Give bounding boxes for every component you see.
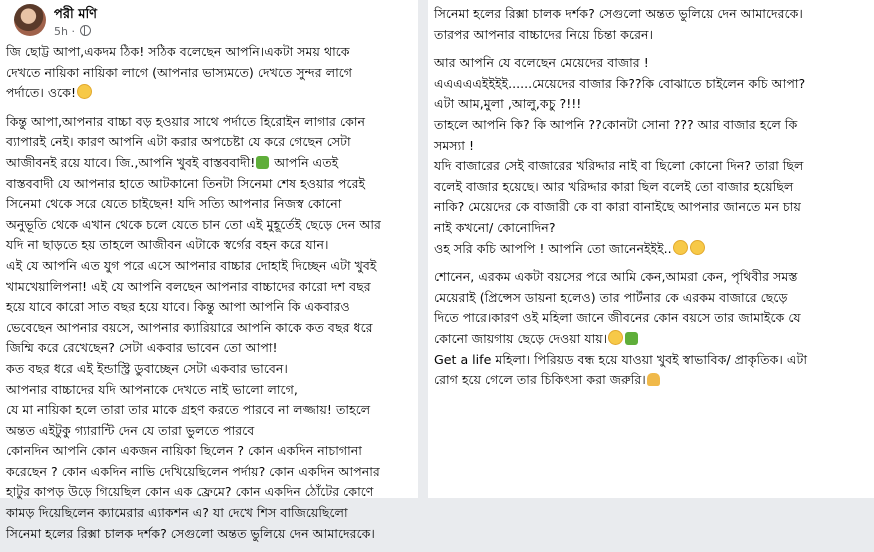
text-line (434, 74, 870, 95)
text-line-content: মেয়েরাই (প্রিন্সেস ডায়না হলেও) তার পার্টনার কে এরকম বাজারে ছেড়ে (434, 289, 788, 305)
text-line (6, 297, 414, 318)
text-line-content: কোনদিন আপনি কোন একজন নায়িকা ছিলেন ? কোন একদিন নাচাগানা (6, 443, 362, 459)
text-line-content: এএএএএইইইই......মেয়েদের বাজার কি??কি বোঝাতে চাইলেন কচি আপা? (434, 75, 806, 91)
text-line (434, 25, 870, 46)
text-line (434, 308, 870, 329)
paragraph (434, 267, 870, 391)
text-line-content: হাটুর কাপড় উড়ে গিয়েছিল কোন এক ফ্রেমে? কোন একদিন ঠোঁটের কোণে (6, 484, 374, 500)
text-line-content: Get a life মহিলা। পিরিয়ড বন্ধ হয়ে যাওয়া খুবই স্বাভাবিক/ প্রাকৃতিক। এটা (434, 351, 807, 367)
text-line (6, 132, 414, 153)
text-line (6, 462, 414, 483)
text-line (6, 42, 414, 63)
paragraph (434, 53, 870, 259)
text-line-content: নাকি? মেয়েদের কে বাজারী কে বা কারা বানাইছে আপনার জানতে মন চায় (434, 199, 801, 215)
author-name[interactable]: পরী মণি (54, 7, 98, 22)
text-line-content: আর আপনি যে বলেছেন মেয়েদের বাজার ! (434, 55, 649, 71)
text-line (6, 194, 414, 215)
text-line (434, 136, 870, 157)
separator-dot: · (71, 25, 75, 38)
text-line-content: কত বছর ধরে এই ইন্ডাস্ট্রি ডুবাচ্ছেন সেটা একবার ভাবেন। (6, 360, 288, 376)
text-line (6, 83, 414, 104)
folded-hands-icon (647, 373, 660, 386)
text-line-content: কিন্তু আপা,আপনার বাচ্চা বড় হওয়ার সাথে পর্দাতে হিরোইন লাগার কোন (6, 113, 366, 129)
text-line (434, 177, 870, 198)
text-line (6, 215, 414, 236)
text-line-content: সিনেমা হলের রিক্সা চালক দর্শক? সেগুলো অন্তত ভুলিয়ে দেন আমাদেরকে। (6, 525, 375, 541)
text-line-content: জিম্মি করে রেখেছেন? সেটা একবার ভাবেন তো আপা! (6, 340, 278, 356)
text-line-content: অন্তত এইটুকু গ্যারান্টি দেন যে তারা ভুলতে পারবে (6, 422, 255, 438)
avatar[interactable] (14, 4, 46, 36)
text-line-content: শোনেন, এরকম একটা বয়সের পরে আমি কেন,আমরা কেন, পৃথিবীর সমস্ত (434, 269, 798, 285)
globe-icon (80, 25, 91, 36)
text-line (434, 115, 870, 136)
text-line (6, 441, 414, 462)
text-line-content: ব্যাপারই নেই। কারণ আপনি এটা করার অপচেষ্টা যে করে গেছেন সেটা (6, 134, 351, 150)
text-line (6, 503, 414, 524)
shocked-face-icon (673, 240, 688, 255)
text-line-content: বাস্তববাদী যে আপনার হাতে আটকানো তিনটা সিনেমা শেষ হওয়ার পরেই (6, 175, 366, 191)
text-line (434, 239, 870, 260)
text-line (434, 370, 870, 391)
text-line (6, 174, 414, 195)
text-line-content: তাহলে আপনি কি? কি আপনি ??কোনটা সোনা ??? আর বাজার হলে কি (434, 116, 798, 132)
text-line-content: বলেই বাজার হয়েছে। আর খরিদ্দার কারা ছিল বলেই তো বাজার হয়েছিল (434, 178, 794, 194)
text-line-content: সমস্যা ! (434, 137, 474, 153)
text-line-content: কামড় দিয়েছিলেন ক্যামেরার এ্যাকশন এ? যা দেখে শিস বাজিয়েছিলো (6, 505, 348, 521)
text-line (6, 277, 414, 298)
text-line (6, 318, 414, 339)
text-line-content: নাই কখনো/ কোনোদিন? (434, 219, 556, 235)
smiling-face-icon (77, 84, 92, 99)
text-line (6, 359, 414, 380)
post-card-left (0, 0, 418, 541)
text-line-content: সিনেমা থেকে সরে যেতে চাইছেন! যদি সত্যি আপনার নিজস্ব কোনো (6, 196, 342, 212)
text-line (434, 197, 870, 218)
post-meta (54, 24, 91, 38)
post-time[interactable]: 5h (54, 25, 68, 38)
post-card-right (428, 0, 874, 498)
text-line-content: আপনার বাচ্চাদের যদি আপনাকে দেখতে নাই ভালো লাগে, (6, 381, 298, 397)
text-line-content: ওহ সরি কচি আপপি ! আপনি তো জানেনইইই.. (434, 240, 672, 256)
text-line-content: আজীবনই রয়ে যাবে। জি.,আপনি খুবই বাস্তববাদী! (6, 154, 256, 170)
text-line-content: কোনো জায়গায় ছেড়ে দেওয়া যায়। (434, 330, 608, 346)
text-line-content: এই যে আপনি এত যুগ পরে এসে আপনার বাচ্চার দোহাই দিচ্ছেন এটা খুবই (6, 257, 377, 273)
text-line (434, 4, 870, 25)
text-line (6, 482, 414, 503)
text-line (434, 94, 870, 115)
text-line (6, 524, 414, 545)
text-line-content: ভেবেছেন আপনার বয়সে, আপনার ক্যারিয়ারে আপনি কাকে কত বছর ধরে (6, 319, 373, 335)
text-line-content: জি ছোট্ট আপা,একদম ঠিক! সঠিক বলেছেন আপনি।একটা সময় থাকে (6, 44, 350, 59)
text-line-content: যদি না ছাড়তে হয় তাহলে আজীবন এটাকে স্বর্গের বহন করে যান। (6, 237, 329, 253)
text-line-content: যদি বাজারের সেই বাজারের খরিদ্দার নাই বা ছিলো কোনো দিন? তারা ছিল (434, 158, 804, 174)
text-line (434, 350, 870, 371)
text-line (434, 288, 870, 309)
shocked-face-icon (690, 240, 705, 255)
text-line-content: এটা আম,মুলা ,আলু,কচু ?!!! (434, 96, 582, 112)
paragraph (434, 4, 870, 45)
text-line (434, 156, 870, 177)
text-line (6, 256, 414, 277)
text-line (6, 235, 414, 256)
text-line (434, 267, 870, 288)
text-line-content: হয়ে যাবে কারো সাত বছর হয়ে যাবে। কিন্তু আপা আপনি কি একবারও (6, 299, 350, 315)
text-line (434, 218, 870, 239)
frog-face-icon (256, 156, 269, 169)
text-line (6, 153, 414, 174)
text-line-content: পর্দাতে। ওকে! (6, 85, 77, 101)
grinning-face-icon (608, 330, 623, 345)
text-line (6, 338, 414, 359)
text-line-content: খামখেয়ালিপনা! এই যে আপনি বলছেন আপনার বাচ্চাদের কারো দশ বছর (6, 278, 371, 294)
text-line-content: তারপর আপনার বাচ্চাদের নিয়ে চিন্তা করেন। (434, 26, 654, 42)
text-line-content: দেখতে নায়িকা নায়িকা লাগে (আপনার ভাস্যমতে) দেখতে সুন্দর লাগে (6, 64, 353, 80)
post-text-left (6, 42, 414, 552)
text-line-content: করেছেন ? কোন একদিন নাভি দেখিয়েছিলেন পর্দায়? কোন একদিন আপনার (6, 463, 380, 479)
frog-face-icon (625, 332, 638, 345)
text-line-content: সিনেমা হলের রিক্সা চালক দর্শক? সেগুলো অন্তত ভুলিয়ে দেন আমাদেরকে। (434, 6, 803, 21)
text-line (6, 421, 414, 442)
text-line-content: দিতে পারে।কারণ ওই মহিলা জানে জীবনের কোন বয়সে তার জামাইকে যে (434, 310, 801, 326)
text-line (434, 53, 870, 74)
post-header (0, 0, 418, 40)
text-line (434, 329, 870, 350)
paragraph (6, 112, 414, 544)
post-text-right (434, 4, 870, 399)
text-line (6, 380, 414, 401)
text-line-content: অনুভূতি থেকে এখান থেকে চলে যেতে চান তো এই মুহূর্তেই ছেড়ে দেন আর (6, 216, 381, 232)
text-line-content: রোগ হয়ে গেলে তার চিকিৎসা করা জরুরি। (434, 372, 646, 388)
text-line-content: যে মা নায়িকা হলে তারা তার মাকে গ্রহণ করতে পারবে না লজ্জায়! তাহলে (6, 402, 371, 418)
text-line (6, 400, 414, 421)
text-line (6, 112, 414, 133)
paragraph (6, 42, 414, 104)
text-line-content: আপনি এতই (270, 154, 339, 170)
text-line (6, 63, 414, 84)
